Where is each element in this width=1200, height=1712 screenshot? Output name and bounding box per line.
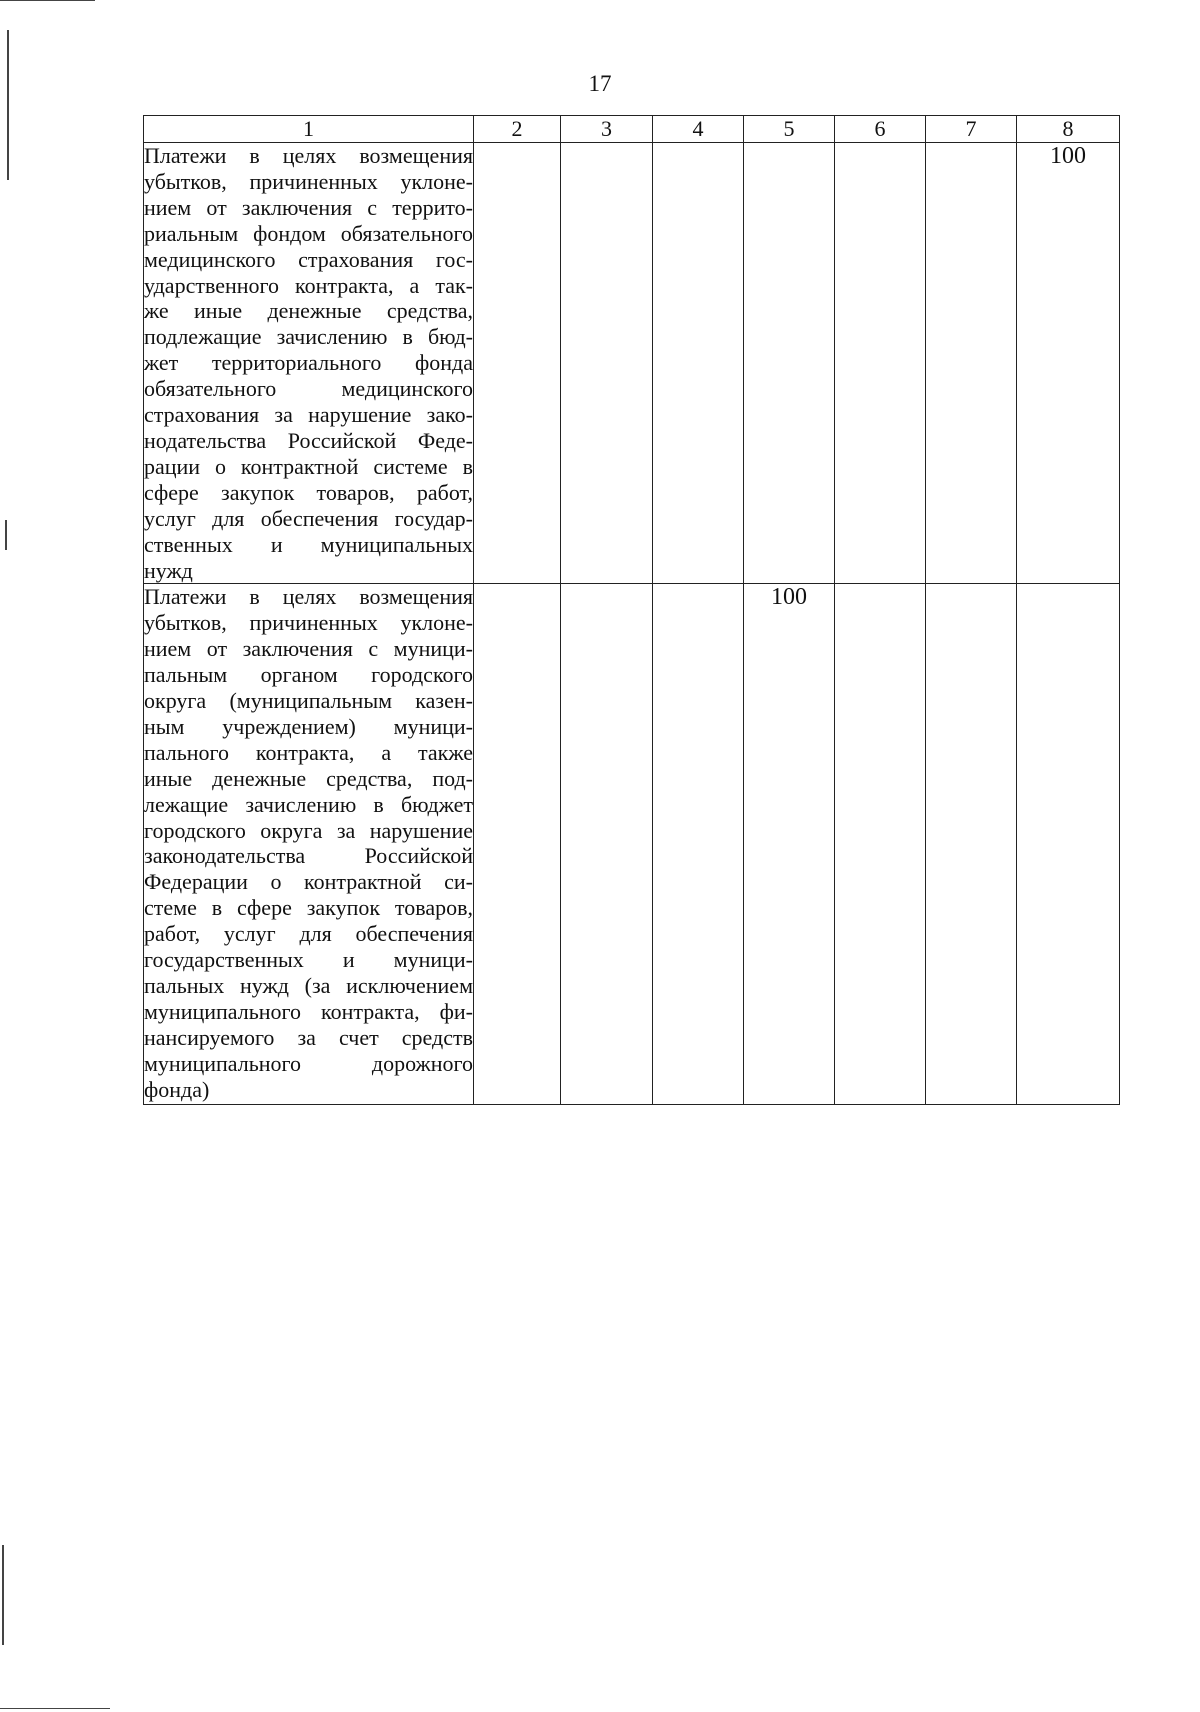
page-number: 17 <box>588 71 612 96</box>
column-header-2: 2 <box>474 116 561 143</box>
column-header-5: 5 <box>744 116 835 143</box>
scan-edge-mark <box>2 1545 4 1645</box>
column-header-8: 8 <box>1017 116 1120 143</box>
description-line: работ, услуг для обеспечения <box>144 921 473 947</box>
description-line: иные денежные средства, под- <box>144 765 473 791</box>
row-description <box>144 143 474 584</box>
scan-edge-mark <box>7 30 9 180</box>
table-header-row <box>144 116 1120 143</box>
table-row <box>144 584 1120 1105</box>
cell-col-4 <box>653 584 744 1105</box>
description-line: пального контракта, а также <box>144 739 473 765</box>
cell-col-6 <box>835 143 926 584</box>
description-line: медицинского страхования гос- <box>144 246 473 272</box>
description-line: подлежащие зачислению в бюд- <box>144 324 473 350</box>
description-line: стеме в сфере закупок товаров, <box>144 895 473 921</box>
row-description <box>144 584 474 1105</box>
cell-col-7 <box>926 584 1017 1105</box>
description-line: жет территориального фонда <box>144 350 473 376</box>
description-line: нием от заключения с муници- <box>144 636 473 662</box>
cell-col-2 <box>474 584 561 1105</box>
cell-col-5: 100 <box>744 584 835 1105</box>
description-line: округа (муниципальным казен- <box>144 688 473 714</box>
budget-allocation-table <box>143 115 1120 1105</box>
description-line: ственных и муниципальных <box>144 531 473 557</box>
cell-col-6 <box>835 584 926 1105</box>
cell-col-2 <box>474 143 561 584</box>
scan-edge-mark <box>5 520 7 550</box>
column-header-3: 3 <box>561 116 653 143</box>
scan-edge-mark <box>0 0 95 1</box>
description-line: убытков, причиненных уклоне- <box>144 168 473 194</box>
cell-col-7 <box>926 143 1017 584</box>
description-line: пальных нужд (за исключением <box>144 973 473 998</box>
description-line: риальным фондом обязательного <box>144 220 473 246</box>
description-line: нужд <box>144 557 193 583</box>
description-line: нием от заключения с террито- <box>144 194 473 220</box>
cell-col-3 <box>561 584 653 1105</box>
cell-col-4 <box>653 143 744 584</box>
description-line: нансируемого за счет средств <box>144 1024 473 1050</box>
description-line: ным учреждением) муници- <box>144 713 473 739</box>
description-line: муниципального контракта, фи- <box>144 998 473 1024</box>
description-line: убытков, причиненных уклоне- <box>144 610 473 636</box>
column-header-6: 6 <box>835 116 926 143</box>
column-header-7: 7 <box>926 116 1017 143</box>
description-line: Платежи в целях возмещения <box>144 584 473 610</box>
description-line: ударственного контракта, а так- <box>144 272 473 298</box>
scan-edge-mark <box>0 1708 110 1709</box>
description-line: государственных и муници- <box>144 947 473 973</box>
description-line: обязательного медицинского <box>144 376 473 402</box>
description-line: пальным органом городского <box>144 662 473 688</box>
description-line: лежащие зачислению в бюджет <box>144 791 473 817</box>
cell-col-8 <box>1017 584 1120 1105</box>
description-line: рации о контрактной системе в <box>144 453 473 479</box>
description-line: муниципального дорожного <box>144 1050 473 1076</box>
table-row <box>144 143 1120 584</box>
column-header-1: 1 <box>144 116 474 143</box>
description-line: сфере закупок товаров, работ, <box>144 479 473 505</box>
description-line: Платежи в целях возмещения <box>144 143 473 168</box>
description-line: страхования за нарушение зако- <box>144 402 473 428</box>
cell-col-5 <box>744 143 835 584</box>
description-line: же иные денежные средства, <box>144 298 473 324</box>
description-line: нодательства Российской Феде- <box>144 427 473 453</box>
description-line: Федерации о контрактной си- <box>144 869 473 895</box>
cell-col-3 <box>561 143 653 584</box>
cell-col-8: 100 <box>1017 143 1120 584</box>
description-line: услуг для обеспечения государ- <box>144 505 473 531</box>
description-line: городского округа за нарушение <box>144 817 473 843</box>
description-line: законодательства Российской <box>144 843 473 869</box>
description-line: фонда) <box>144 1076 210 1102</box>
column-header-4: 4 <box>653 116 744 143</box>
